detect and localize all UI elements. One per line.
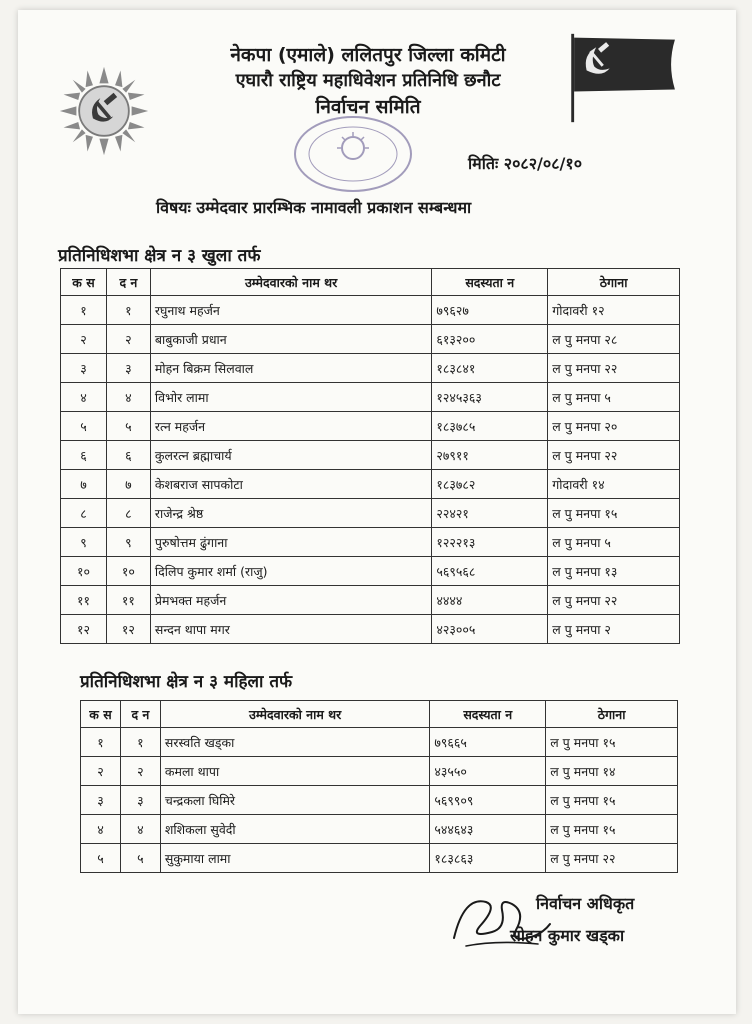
table-row <box>61 499 680 528</box>
membership-cell: ५४४६४३ <box>430 815 546 844</box>
signatory-role: निर्वाचन अधिकृत <box>536 894 635 913</box>
membership-cell: ४२३००५ <box>432 615 548 644</box>
candidate-name-cell: प्रेमभक्त महर्जन <box>150 586 431 615</box>
membership-cell: १८३८६३ <box>430 844 546 873</box>
membership-cell: ५६९९०९ <box>430 786 546 815</box>
address-cell: ल पु मनपा ५ <box>548 528 680 557</box>
candidate-name-cell: सन्दन थापा मगर <box>150 615 431 644</box>
serial-cell: ९ <box>61 528 107 557</box>
serial-cell: १ <box>81 728 121 757</box>
form-no-cell: ९ <box>106 528 150 557</box>
form-no-cell: ८ <box>106 499 150 528</box>
date-label: मितिः २०८२/०८/१० <box>468 154 583 173</box>
serial-cell: ५ <box>81 844 121 873</box>
candidate-name-cell: कुलरत्न ब्रह्माचार्य <box>150 441 431 470</box>
committee-stamp-icon <box>291 114 415 194</box>
membership-cell: ७९६६५ <box>430 728 546 757</box>
table-row <box>61 528 680 557</box>
column-header-address: ठेगाना <box>546 701 678 728</box>
column-header-form-no: द न <box>106 269 150 296</box>
form-no-cell: ११ <box>106 586 150 615</box>
form-no-cell: ५ <box>120 844 160 873</box>
candidate-name-cell: सुकुमाया लामा <box>160 844 430 873</box>
address-cell: ल पु मनपा ५ <box>548 383 680 412</box>
address-cell: गोदावरी १४ <box>548 470 680 499</box>
address-cell: ल पु मनपा २२ <box>548 586 680 615</box>
membership-cell: १२२२१३ <box>432 528 548 557</box>
serial-cell: १ <box>61 296 107 325</box>
form-no-cell: १० <box>106 557 150 586</box>
election-committee: निर्वाचन समिति <box>315 96 421 118</box>
section-women-title: प्रतिनिधिशभा क्षेत्र न ३ महिला तर्फ <box>80 672 293 692</box>
candidate-name-cell: चन्द्रकला घिमिरे <box>160 786 430 815</box>
serial-cell: ३ <box>61 354 107 383</box>
table-row <box>61 557 680 586</box>
address-cell: ल पु मनपा १५ <box>548 499 680 528</box>
column-header-membership: सदस्यता न <box>430 701 546 728</box>
membership-cell: १८३७८२ <box>432 470 548 499</box>
candidate-name-cell: कमला थापा <box>160 757 430 786</box>
form-no-cell: ३ <box>120 786 160 815</box>
column-header-address: ठेगाना <box>548 269 680 296</box>
form-no-cell: ५ <box>106 412 150 441</box>
column-header-name: उम्मेदवारको नाम थर <box>160 701 430 728</box>
address-cell: ल पु मनपा १३ <box>548 557 680 586</box>
table-row <box>81 757 678 786</box>
table-row <box>61 412 680 441</box>
candidate-name-cell: दिलिप कुमार शर्मा (राजु) <box>150 557 431 586</box>
address-cell: ल पु मनपा २० <box>548 412 680 441</box>
table-row <box>81 844 678 873</box>
membership-cell: १२४५३६३ <box>432 383 548 412</box>
letterhead <box>168 42 568 120</box>
serial-cell: ४ <box>81 815 121 844</box>
membership-cell: ५६९५६८ <box>432 557 548 586</box>
form-no-cell: ४ <box>120 815 160 844</box>
form-no-cell: ३ <box>106 354 150 383</box>
address-cell: ल पु मनपा १५ <box>546 815 678 844</box>
hammer-sickle-flag-icon <box>566 30 684 126</box>
table-row <box>61 383 680 412</box>
serial-cell: ७ <box>61 470 107 499</box>
serial-cell: १२ <box>61 615 107 644</box>
serial-cell: १० <box>61 557 107 586</box>
candidate-name-cell: विभोर लामा <box>150 383 431 412</box>
membership-cell: ७९६२७ <box>432 296 548 325</box>
membership-cell: १८३८४१ <box>432 354 548 383</box>
membership-cell: ६१३२०० <box>432 325 548 354</box>
column-header-membership: सदस्यता न <box>432 269 548 296</box>
committee-name: नेकपा (एमाले) ललितपुर जिल्ला कमिटी <box>230 44 506 66</box>
table-row <box>61 296 680 325</box>
address-cell: ल पु मनपा १५ <box>546 786 678 815</box>
membership-cell: १८३७८५ <box>432 412 548 441</box>
signatory-name: सोहन कुमार खड्का <box>510 926 625 945</box>
candidate-name-cell: मोहन बिक्रम सिलवाल <box>150 354 431 383</box>
candidate-name-cell: रत्न महर्जन <box>150 412 431 441</box>
section-open-title: प्रतिनिधिशभा क्षेत्र न ३ खुला तर्फ <box>58 246 261 266</box>
membership-cell: ४३५५० <box>430 757 546 786</box>
form-no-cell: २ <box>106 325 150 354</box>
table-row <box>81 786 678 815</box>
table-row <box>61 441 680 470</box>
party-sun-emblem-icon <box>58 65 150 157</box>
address-cell: ल पु मनपा १५ <box>546 728 678 757</box>
serial-cell: २ <box>61 325 107 354</box>
membership-cell: २२४२१ <box>432 499 548 528</box>
column-header-form-no: द न <box>120 701 160 728</box>
table-row <box>61 354 680 383</box>
form-no-cell: १ <box>120 728 160 757</box>
serial-cell: ४ <box>61 383 107 412</box>
candidate-name-cell: शशिकला सुवेदी <box>160 815 430 844</box>
form-no-cell: ४ <box>106 383 150 412</box>
candidate-name-cell: केशबराज सापकोटा <box>150 470 431 499</box>
form-no-cell: १२ <box>106 615 150 644</box>
column-header-serial: क स <box>81 701 121 728</box>
table-row <box>61 615 680 644</box>
membership-cell: ४४४४ <box>432 586 548 615</box>
address-cell: ल पु मनपा २२ <box>546 844 678 873</box>
membership-cell: २७९११ <box>432 441 548 470</box>
table-row <box>61 470 680 499</box>
table-header-row <box>81 701 678 728</box>
table-row <box>81 815 678 844</box>
form-no-cell: २ <box>120 757 160 786</box>
address-cell: ल पु मनपा २२ <box>548 354 680 383</box>
candidate-name-cell: रघुनाथ महर्जन <box>150 296 431 325</box>
serial-cell: ५ <box>61 412 107 441</box>
column-header-name: उम्मेदवारको नाम थर <box>150 269 431 296</box>
column-header-serial: क स <box>61 269 107 296</box>
address-cell: ल पु मनपा २ <box>548 615 680 644</box>
address-cell: ल पु मनपा १४ <box>546 757 678 786</box>
form-no-cell: ६ <box>106 441 150 470</box>
table-row <box>61 325 680 354</box>
serial-cell: ११ <box>61 586 107 615</box>
form-no-cell: १ <box>106 296 150 325</box>
table-row <box>61 586 680 615</box>
candidate-name-cell: राजेन्द्र श्रेष्ठ <box>150 499 431 528</box>
serial-cell: २ <box>81 757 121 786</box>
candidate-name-cell: बाबुकाजी प्रधान <box>150 325 431 354</box>
serial-cell: ६ <box>61 441 107 470</box>
convention-title: एघारौ राष्ट्रिय महाधिवेशन प्रतिनिधि छनौट <box>235 70 501 91</box>
document-page <box>18 10 736 1014</box>
subject-line: विषयः उम्मेदवार प्रारम्भिक नामावली प्रकाशन सम्बन्धमा <box>156 198 472 217</box>
address-cell: ल पु मनपा २२ <box>548 441 680 470</box>
table-row <box>81 728 678 757</box>
serial-cell: ३ <box>81 786 121 815</box>
table-header-row <box>61 269 680 296</box>
women-candidates-table <box>80 700 678 873</box>
candidate-name-cell: सरस्वति खड्का <box>160 728 430 757</box>
open-candidates-table <box>60 268 680 644</box>
serial-cell: ८ <box>61 499 107 528</box>
form-no-cell: ७ <box>106 470 150 499</box>
candidate-name-cell: पुरुषोत्तम ढुंगाना <box>150 528 431 557</box>
address-cell: गोदावरी १२ <box>548 296 680 325</box>
address-cell: ल पु मनपा २८ <box>548 325 680 354</box>
